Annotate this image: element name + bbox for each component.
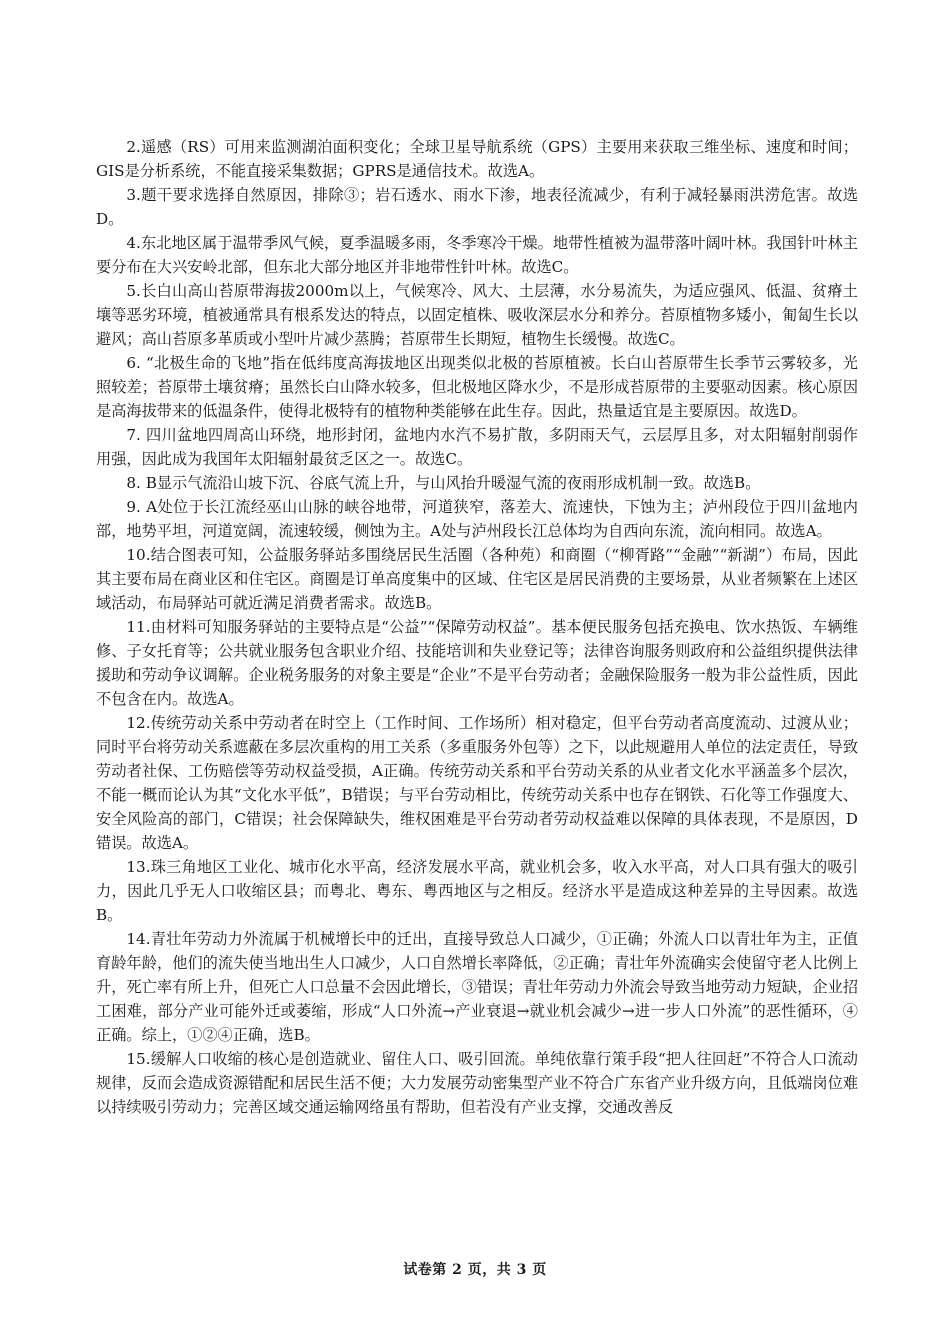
paragraph-q8: 8. B显示气流沿山坡下沉、谷底气流上升，与山风抬升暖湿气流的夜雨形成机制一致。故选B。	[126, 474, 761, 492]
paragraph-q15: 15.缓解人口收缩的核心是创造就业、留住人口、吸引回流。单纯依靠行策手段“把人往回赶”不符合人口流动规律，反而会造成资源错配和居民生活不便；大力发展劳动密集型产业不符合广东省产业升级方向，且低端岗位难以持续吸引劳动力；完善区域交通运输网络虽有帮助，但若没有产业支撑，交通改善反	[96, 1050, 858, 1116]
paragraph-q7: 7. 四川盆地四周高山环绕，地形封闭，盆地内水汽不易扩散，多阴雨天气，云层厚且多，对太阳辐射削弱作用强，因此成为我国年太阳辐射最贫乏区之一。故选C。	[96, 426, 858, 468]
answer-explanations	[96, 135, 858, 1119]
paragraph-q6: 6. “北极生命的飞地”指在低纬度高海拔地区出现类似北极的苔原植被。长白山苔原带生长季节云雾较多，光照较差；苔原带土壤贫瘠；虽然长白山降水较多，但北极地区降水少，不是形成苔原带的主要驱动因素。核心原因是高海拔带来的低温条件，使得北极特有的植物种类能够在此生存。因此，热量适宜是主要原因。故选D。	[96, 354, 858, 420]
paragraph-q10: 10.结合图表可知，公益服务驿站多围绕居民生活圈（各种苑）和商圈（“柳胥路”“金融”“新湖”）布局，因此其主要布局在商业区和住宅区。商圈是订单高度集中的区域、住宅区是居民消费的主要场景，从业者频繁在上述区域活动，布局驿站可就近满足消费者需求。故选B。	[96, 546, 858, 612]
paragraph-q11: 11.由材料可知服务驿站的主要特点是“公益”“保障劳动权益”。基本便民服务包括充换电、饮水热饭、车辆维修、子女托育等；公共就业服务包含职业介绍、技能培训和失业登记等；法律咨询服务则政府和公益组织提供法律援助和劳动争议调解。企业税务服务的对象主要是“企业”不是平台劳动者；金融保险服务一般为非公益性质，因此不包含在内。故选A。	[96, 618, 858, 708]
paragraph-q13: 13.珠三角地区工业化、城市化水平高，经济发展水平高，就业机会多，收入水平高，对人口具有强大的吸引力，因此几乎无人口收缩区县；而粤北、粤东、粤西地区与之相反。经济水平是造成这种差异的主导因素。故选B。	[96, 858, 858, 924]
paragraph-q12: 12.传统劳动关系中劳动者在时空上（工作时间、工作场所）相对稳定，但平台劳动者高度流动、过渡从业；同时平台将劳动关系遮蔽在多层次重构的用工关系（多重服务外包等）之下，以此规避用人单位的法定责任，导致劳动者社保、工伤赔偿等劳动权益受损，A正确。传统劳动关系和平台劳动关系的从业者文化水平涵盖多个层次，不能一概而论认为其“文化水平低”，B错误；与平台劳动相比，传统劳动关系中也存在钢铁、石化等工作强度大、安全风险高的部门，C错误；社会保障缺失，维权困难是平台劳动者劳动权益难以保障的具体表现，不是原因，D错误。故选A。	[96, 714, 858, 852]
paragraph-q5: 5.长白山高山苔原带海拔2000m以上，气候寒冷、风大、土层薄，水分易流失，为适应强风、低温、贫瘠土壤等恶劣环境，植被通常具有根系发达的特点，以固定植株、吸收深层水分和养分。苔原植物多矮小，匍匐生长以避风；高山苔原多革质或小型叶片减少蒸腾；苔原带生长期短，植物生长缓慢。故选C。	[96, 282, 858, 348]
paragraph-q3: 3.题干要求选择自然原因，排除③；岩石透水、雨水下渗，地表径流减少，有利于减轻暴雨洪涝危害。故选D。	[96, 186, 858, 228]
paragraph-q4: 4.东北地区属于温带季风气候，夏季温暖多雨，冬季寒冷干燥。地带性植被为温带落叶阔叶林。我国针叶林主要分布在大兴安岭北部，但东北大部分地区并非地带性针叶林。故选C。	[96, 234, 858, 276]
paragraph-q2: 2.遥感（RS）可用来监测湖泊面积变化；全球卫星导航系统（GPS）主要用来获取三维坐标、速度和时间；GIS是分析系统，不能直接采集数据；GPRS是通信技术。故选A。	[96, 138, 858, 180]
paragraph-q14: 14.青壮年劳动力外流属于机械增长中的迁出，直接导致总人口减少，①正确；外流人口以青壮年为主，正值育龄年龄，他们的流失使当地出生人口减少，人口自然增长率降低，②正确；青壮年外流确实会使留守老人比例上升，死亡率有所上升，但死亡人口总量不会因此增长，③错误；青壮年劳动力外流会导致当地劳动力短缺，企业招工困难，部分产业可能外迁或萎缩，形成“人口外流→产业衰退→就业机会减少→进一步人口外流”的恶性循环，④正确。综上，①②④正确，选B。	[96, 930, 858, 1044]
paragraph-q9: 9. A处位于长江流经巫山山脉的峡谷地带，河道狭窄，落差大、流速快，下蚀为主；泸州段位于四川盆地内部，地势平坦，河道宽阔，流速较缓，侧蚀为主。A处与泸州段长江总体均为自西向东流，流向相同。故选A。	[96, 498, 858, 540]
page-footer: 试卷第 2 页，共 3 页	[403, 1262, 547, 1278]
